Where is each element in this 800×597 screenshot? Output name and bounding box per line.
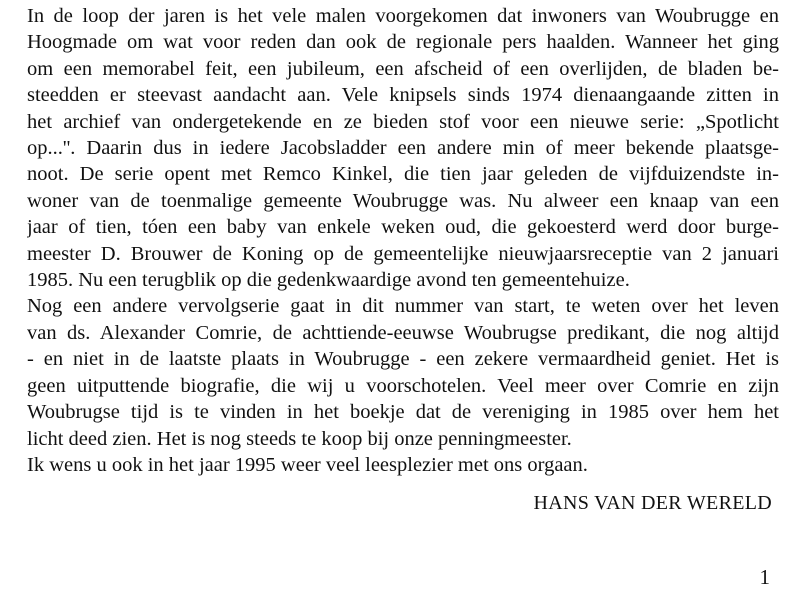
author-signature: HANS VAN DER WERELD <box>533 492 772 514</box>
text-line: meester D. Brouwer de Koning op de gemeentelijke nieuwjaarsreceptie van 2 januari <box>27 242 779 265</box>
text-line: Woubrugse tijd is te vinden in het boekje dat de vereniging in 1985 over hem het <box>27 401 779 424</box>
text-line: In de loop der jaren is het vele malen voorgekomen dat inwoners van Woubrugge en <box>27 5 779 27</box>
text-line: steedden er steevast aandacht aan. Vele knipsels sinds 1974 dienaangaande zitten in <box>27 84 779 107</box>
text-line: het archief van ondergetekende en ze bieden stof voor een nieuwe serie: „Spotlicht <box>27 110 779 133</box>
text-line: 1985. Nu een terugblik op die gedenkwaardige avond ten gemeentehuize. <box>27 269 630 292</box>
text-line: woner van de toenmalige gemeente Woubrugge was. Nu alweer een knaap van een <box>27 189 779 212</box>
text-line: geen uitputtende biografie, die wij u voorschotelen. Veel meer over Comrie en zijn <box>27 374 779 397</box>
text-line: Ik wens u ook in het jaar 1995 weer veel leesplezier met ons orgaan. <box>27 453 588 476</box>
text-line: noot. De serie opent met Remco Kinkel, die tien jaar geleden de vijfduizendste in- <box>27 163 779 186</box>
text-line: om een memorabel feit, een jubileum, een afscheid of een overlijden, de bladen be- <box>27 57 779 80</box>
text-line: jaar of tien, tóen een baby van enkele weken oud, die gekoesterd werd door burge- <box>27 216 779 239</box>
text-line: licht deed zien. Het is nog steeds te koop bij onze penningmeester. <box>27 427 572 450</box>
article-body <box>27 3 779 478</box>
text-line: Hoogmade om wat voor reden dan ook de regionale pers haalden. Wanneer het ging <box>27 31 779 54</box>
page-number: 1 <box>759 565 770 589</box>
text-line: op...''. Daarin dus in iedere Jacobsladder een andere min of meer bekende plaatsge- <box>27 137 779 160</box>
text-line: van ds. Alexander Comrie, de achttiende-eeuwse Woubrugse predikant, die nog altijd <box>27 321 779 344</box>
text-line: Nog een andere vervolgserie gaat in dit nummer van start, te weten over het leven <box>27 295 779 318</box>
text-line: - en niet in de laatste plaats in Woubrugge - een zekere vermaardheid geniet. Het is <box>27 348 779 371</box>
